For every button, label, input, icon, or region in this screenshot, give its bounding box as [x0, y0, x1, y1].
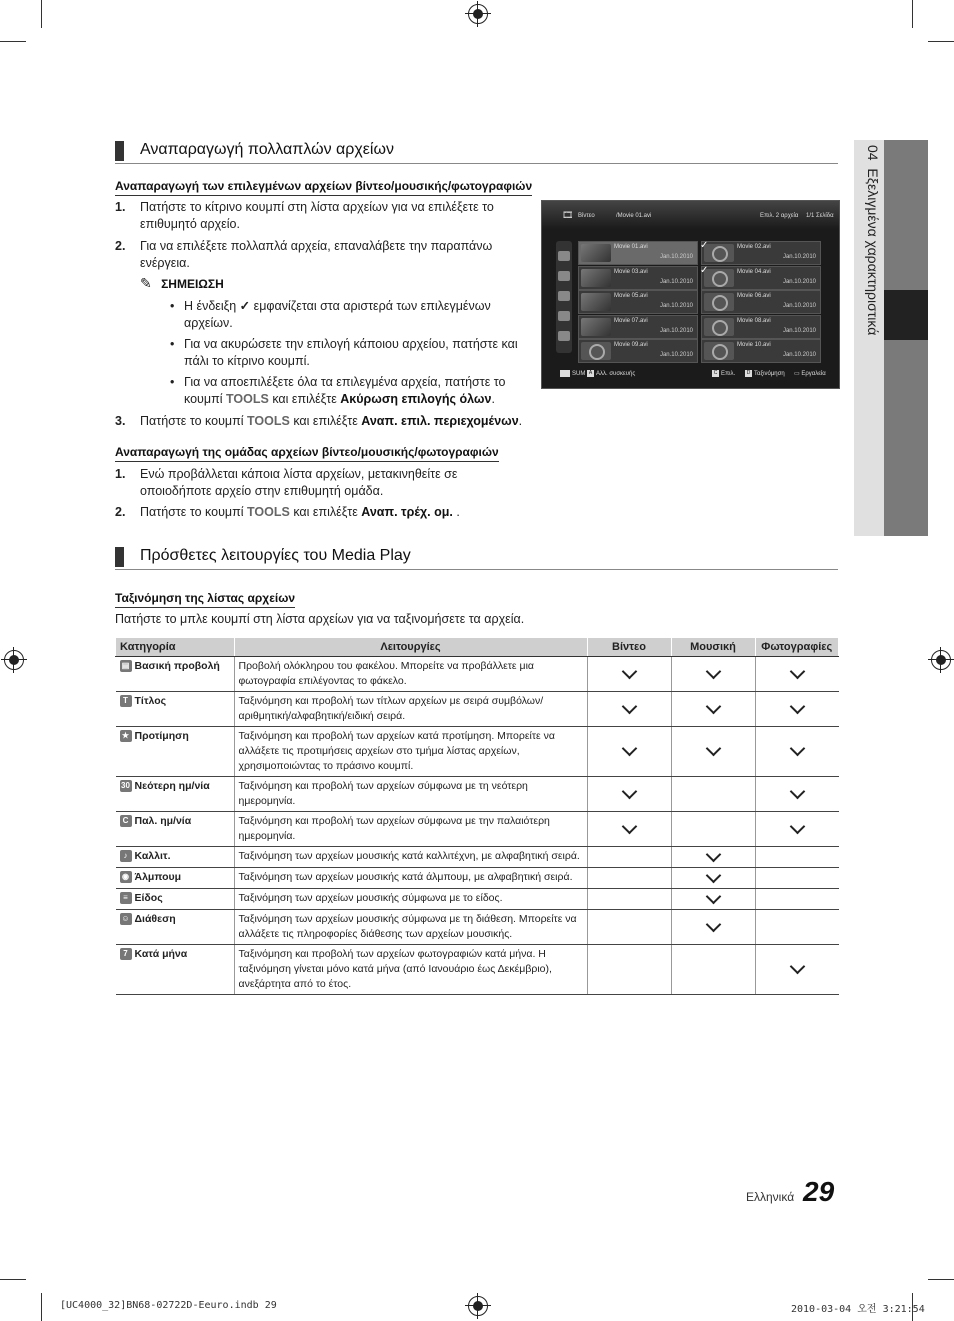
video-thumbnail-icon: [581, 244, 611, 262]
support-cell: [755, 727, 839, 777]
check-icon: [789, 663, 805, 679]
tv-category-bar: [556, 241, 572, 353]
section-bar: [115, 141, 124, 161]
step: 2. Πατήστε το κουμπί TOOLS και επιλέξτε Αναπ. τρέχ. ομ. .: [115, 505, 460, 519]
crop-mark: [928, 41, 954, 42]
crop-mark: [0, 1279, 26, 1280]
support-cell: [755, 889, 839, 910]
footer-language: Ελληνικά: [746, 1190, 795, 1204]
tv-file-name: Movie 05.avi: [614, 293, 648, 299]
table-row: [116, 868, 839, 889]
tv-file-name: Movie 06.avi: [737, 293, 771, 299]
support-cell: [671, 812, 755, 847]
tv-file-name: Movie 02.avi: [737, 244, 771, 250]
tv-file-name: Movie 09.avi: [614, 342, 648, 348]
table-row: [116, 777, 839, 812]
category-label: Καλλιτ.: [134, 850, 171, 862]
function-cell: Ταξινόμηση των αρχείων μουσικής σύμφωνα με το είδος.: [234, 889, 587, 910]
table-row: [116, 812, 839, 847]
section-heading: [115, 139, 838, 164]
function-cell: Ταξινόμηση των αρχείων μουσικής κατά άλμπουμ, με αλφαβητική σειρά.: [234, 868, 587, 889]
support-cell: [671, 889, 755, 910]
tv-file-date: Jan.10.2010: [782, 254, 816, 260]
table-row: [116, 847, 839, 868]
tv-file-item: [701, 290, 821, 314]
artist-icon: ♪: [120, 850, 132, 862]
function-cell: Ταξινόμηση και προβολή των αρχείων φωτογραφιών κατά μήνα. Η ταξινόμηση γίνεται μόνο κατά μήνα (από Ιανουάριο έως Δεκέμβριο), ανεξάρτητα από το έτος.: [234, 945, 587, 995]
function-cell: Ταξινόμηση των αρχείων μουσικής κατά καλλιτέχνη, με αλφαβητική σειρά.: [234, 847, 587, 868]
tv-file-date: Jan.10.2010: [782, 303, 816, 309]
video-thumbnail-icon: [704, 293, 734, 311]
check-icon: [705, 888, 721, 904]
section-title: Πρόσθετες λειτουργίες του Media Play: [140, 547, 411, 564]
category-cell: [116, 812, 235, 847]
print-slug: [UC4000_32]BN68-02722D-Eeuro.indb 29: [60, 1300, 277, 1311]
crop-mark: [928, 1279, 954, 1280]
category-label: Βασική προβολή: [134, 660, 220, 672]
function-cell: Ταξινόμηση των αρχείων μουσικής σύμφωνα με τη διάθεση. Μπορείτε να αλλάξετε τις πληροφορίες διάθεσης των αρχείων μουσικής.: [234, 910, 587, 945]
section-heading: [115, 545, 838, 570]
storage-icon: [560, 370, 570, 377]
support-cell: [755, 910, 839, 945]
tv-file-date: Jan.10.2010: [659, 254, 693, 260]
support-cell: [671, 692, 755, 727]
category-cell: [116, 692, 235, 727]
tv-file-item: [701, 315, 821, 339]
selected-check-icon: ✓: [700, 240, 709, 251]
check-icon: [789, 741, 805, 757]
video-thumbnail-icon: [581, 342, 611, 360]
category-label: Διάθεση: [134, 913, 176, 925]
tv-path: /Movie 01.avi: [616, 213, 652, 219]
support-cell: [671, 868, 755, 889]
category-cell: [116, 727, 235, 777]
tv-file-name: Movie 08.avi: [737, 317, 771, 324]
check-icon: [705, 867, 721, 883]
check-icon: [621, 663, 637, 679]
page-number: 29: [803, 1176, 835, 1207]
check-icon: [789, 698, 805, 714]
check-icon: [621, 698, 637, 714]
star-icon: ★: [120, 730, 132, 742]
category-cell: [116, 847, 235, 868]
video-thumbnail-icon: [581, 318, 611, 336]
support-cell: [671, 777, 755, 812]
support-cell: [755, 945, 839, 995]
category-label: Άλμπουμ: [134, 871, 182, 883]
support-cell: [587, 889, 671, 910]
check-icon: [789, 818, 805, 834]
check-icon: [705, 741, 721, 757]
album-icon: ◉: [120, 871, 132, 883]
tv-file-item: [578, 290, 698, 314]
tv-file-item: [578, 266, 698, 290]
check-icon: [705, 698, 721, 714]
video-thumbnail-icon: [704, 244, 734, 262]
support-cell: [587, 847, 671, 868]
video-thumbnail-icon: [581, 293, 611, 311]
category-icon: [558, 331, 570, 341]
crop-mark: [41, 0, 42, 28]
section-title: Αναπαραγωγή πολλαπλών αρχείων: [140, 141, 394, 158]
support-cell: [671, 847, 755, 868]
tv-bottom-bar: SUM A Αλλ. συσκευής C Επιλ. D Ταξινόμηση ▭ Εργαλεία: [560, 367, 832, 381]
title-icon: T: [120, 695, 132, 707]
tv-mode: Βίντεο: [578, 213, 595, 219]
tv-file-date: Jan.10.2010: [659, 278, 693, 285]
category-icon: [558, 271, 570, 281]
tv-file-date: Jan.10.2010: [782, 278, 816, 285]
table-row: [116, 889, 839, 910]
table-header: Κατηγορία Λειτουργίες Βίντεο Μουσική Φωτογραφίες: [116, 638, 839, 657]
crop-mark: [912, 0, 913, 28]
tv-file-name: Movie 10.avi: [737, 342, 771, 348]
category-cell: [116, 777, 235, 812]
function-cell: Ταξινόμηση και προβολή των αρχείων σύμφωνα με την παλαιότερη ημερομηνία.: [234, 812, 587, 847]
selected-check-icon: ✓: [700, 264, 709, 276]
support-cell: [587, 692, 671, 727]
registration-mark-icon: [468, 1296, 488, 1316]
category-cell: [116, 657, 235, 692]
sort-table: [115, 637, 839, 995]
subheading: Αναπαραγωγή της ομάδας αρχείων βίντεο/μουσικής/φωτογραφιών: [115, 445, 499, 462]
check-icon: [705, 846, 721, 862]
support-cell: [587, 657, 671, 692]
check-icon: [621, 741, 637, 757]
video-thumbnail-icon: [704, 342, 734, 360]
support-cell: [755, 812, 839, 847]
registration-mark-icon: [468, 4, 488, 24]
check-icon: [789, 783, 805, 799]
support-cell: [587, 812, 671, 847]
tv-file-item: [578, 315, 698, 339]
step: 3. Πατήστε το κουμπί TOOLS και επιλέξτε Αναπ. επιλ. περιεχομένων.: [115, 414, 523, 428]
crop-mark: [41, 1293, 42, 1321]
tv-file-name: Movie 03.avi: [614, 268, 648, 275]
tv-file-date: Jan.10.2010: [659, 303, 693, 309]
tv-file-item: [578, 241, 698, 265]
category-cell: [116, 868, 235, 889]
note-bullet: • Για να ακυρώσετε την επιλογή κάποιου αρχείου, πατήστε και πάλι το κίτρινο κουμπί.: [170, 337, 518, 368]
support-cell: [755, 657, 839, 692]
category-icon: [558, 251, 570, 261]
table-row: [116, 692, 839, 727]
tv-file-date: Jan.10.2010: [782, 327, 816, 334]
category-label: Προτίμηση: [134, 730, 189, 742]
support-cell: [755, 847, 839, 868]
tv-file-name: Movie 07.avi: [614, 317, 648, 324]
subheading: Ταξινόμηση της λίστας αρχείων: [115, 591, 295, 608]
support-cell: [755, 868, 839, 889]
calendar-old-icon: C: [120, 815, 132, 827]
step: 1. Πατήστε το κίτρινο κουμπί στη λίστα αρχείων για να επιλέξετε το επιθυμητό αρχείο.: [115, 200, 494, 231]
category-label: Νεότερη ημ/νία: [134, 780, 210, 792]
tv-file-name: Movie 01.avi: [614, 244, 648, 250]
checkmark-icon: ✓: [239, 299, 251, 313]
video-thumbnail-icon: [704, 269, 734, 287]
tv-file-date: Jan.10.2010: [659, 327, 693, 334]
support-cell: [587, 777, 671, 812]
note-bullet: • Η ένδειξη ✓ εμφανίζεται στα αριστερά των επιλεγμένων αρχείων.: [170, 299, 491, 330]
category-icon: [558, 291, 570, 301]
note-heading: ✎ ΣΗΜΕΙΩΣΗ: [140, 275, 224, 291]
table-row: [116, 945, 839, 995]
tv-file-date: Jan.10.2010: [782, 352, 816, 358]
print-date: 2010-03-04 오전 3:21:54: [791, 1304, 925, 1315]
category-cell: [116, 945, 235, 995]
category-icon: [558, 311, 570, 321]
table-row: [116, 727, 839, 777]
support-cell: [755, 777, 839, 812]
function-cell: Ταξινόμηση και προβολή των τίτλων αρχείων με σειρά συμβόλων/αριθμητική/αλφαβητική/ειδική σειρά.: [234, 692, 587, 727]
check-icon: [621, 783, 637, 799]
note-bullet: • Για να αποεπιλέξετε όλα τα επιλεγμένα αρχεία, πατήστε το κουμπί TOOLS και επιλέξτε Ακύρωση επιλογής όλων.: [170, 375, 506, 406]
mood-icon: ☺: [121, 914, 130, 924]
section-bar: [115, 547, 124, 567]
step: 2. Για να επιλέξετε πολλαπλά αρχεία, επαναλάβετε την παραπάνω ενέργεια.: [115, 239, 493, 270]
function-cell: Προβολή ολόκληρου του φακέλου. Μπορείτε να προβάλλετε μια φωτογραφία επιλέγοντας το φάκελο.: [234, 657, 587, 692]
table-row: [116, 910, 839, 945]
support-cell: [671, 910, 755, 945]
subheading: Αναπαραγωγή των επιλεγμένων αρχείων βίντεο/μουσικής/φωτογραφιών: [115, 179, 532, 196]
category-label: Είδος: [134, 892, 163, 904]
table-row: [116, 657, 839, 692]
support-cell: [671, 945, 755, 995]
check-icon: [705, 916, 721, 932]
pencil-icon: ✎: [140, 275, 152, 291]
tv-file-item: [701, 266, 821, 290]
support-cell: [671, 657, 755, 692]
check-icon: [705, 663, 721, 679]
category-label: Τίτλος: [134, 695, 167, 707]
tv-file-item: [701, 241, 821, 265]
tv-file-item: [578, 339, 698, 363]
support-cell: [587, 910, 671, 945]
support-cell: [587, 727, 671, 777]
tv-status: Επιλ. 2 αρχεία: [760, 213, 799, 219]
chapter-tab-label: 04 Εξελιγμένα χαρακτηριστικά: [865, 145, 881, 336]
tv-page: 1/1 Σελίδα: [806, 213, 834, 219]
tv-file-name: Movie 04.avi: [737, 268, 771, 275]
video-thumbnail-icon: [704, 318, 734, 336]
category-cell: [116, 910, 235, 945]
support-cell: [587, 945, 671, 995]
category-cell: [116, 889, 235, 910]
month-icon: 7: [120, 948, 132, 960]
function-cell: Ταξινόμηση και προβολή των αρχείων σύμφωνα με τη νεότερη ημερομηνία.: [234, 777, 587, 812]
tv-screenshot: [541, 200, 840, 389]
chapter-tab-marker: [884, 290, 928, 340]
check-icon: [621, 818, 637, 834]
function-cell: Ταξινόμηση και προβολή των αρχείων κατά προτίμηση. Μπορείτε να αλλάξετε τις προτιμήσεις αρχείων στο τμήμα λίστας αρχείων, χρησιμοποιώντας το πράσινο κουμπί.: [234, 727, 587, 777]
support-cell: [755, 692, 839, 727]
video-thumbnail-icon: [581, 269, 611, 287]
crop-mark: [0, 41, 26, 42]
genre-icon: ≡: [120, 892, 132, 904]
film-icon: 🎞: [562, 210, 574, 220]
support-cell: [587, 868, 671, 889]
tv-file-date: Jan.10.2010: [659, 352, 693, 358]
step: 1. Ενώ προβάλλεται κάποια λίστα αρχείων, μετακινηθείτε σε οποιοδήποτε αρχείο στην επιθυμητή ομάδα.: [115, 467, 458, 498]
registration-mark-icon: [931, 650, 951, 670]
check-icon: [789, 959, 805, 975]
category-label: Παλ. ημ/νία: [134, 815, 192, 827]
registration-mark-icon: [4, 650, 24, 670]
intro-text: Πατήστε το μπλε κουμπί στη λίστα αρχείων για να ταξινομήσετε τα αρχεία.: [115, 612, 525, 626]
category-label: Κατά μήνα: [134, 948, 188, 960]
tv-file-item: [701, 339, 821, 363]
support-cell: [671, 727, 755, 777]
calendar-new-icon: 30: [121, 781, 130, 791]
tools-icon: ▭: [794, 371, 800, 377]
folder-icon: ▤: [120, 660, 132, 672]
